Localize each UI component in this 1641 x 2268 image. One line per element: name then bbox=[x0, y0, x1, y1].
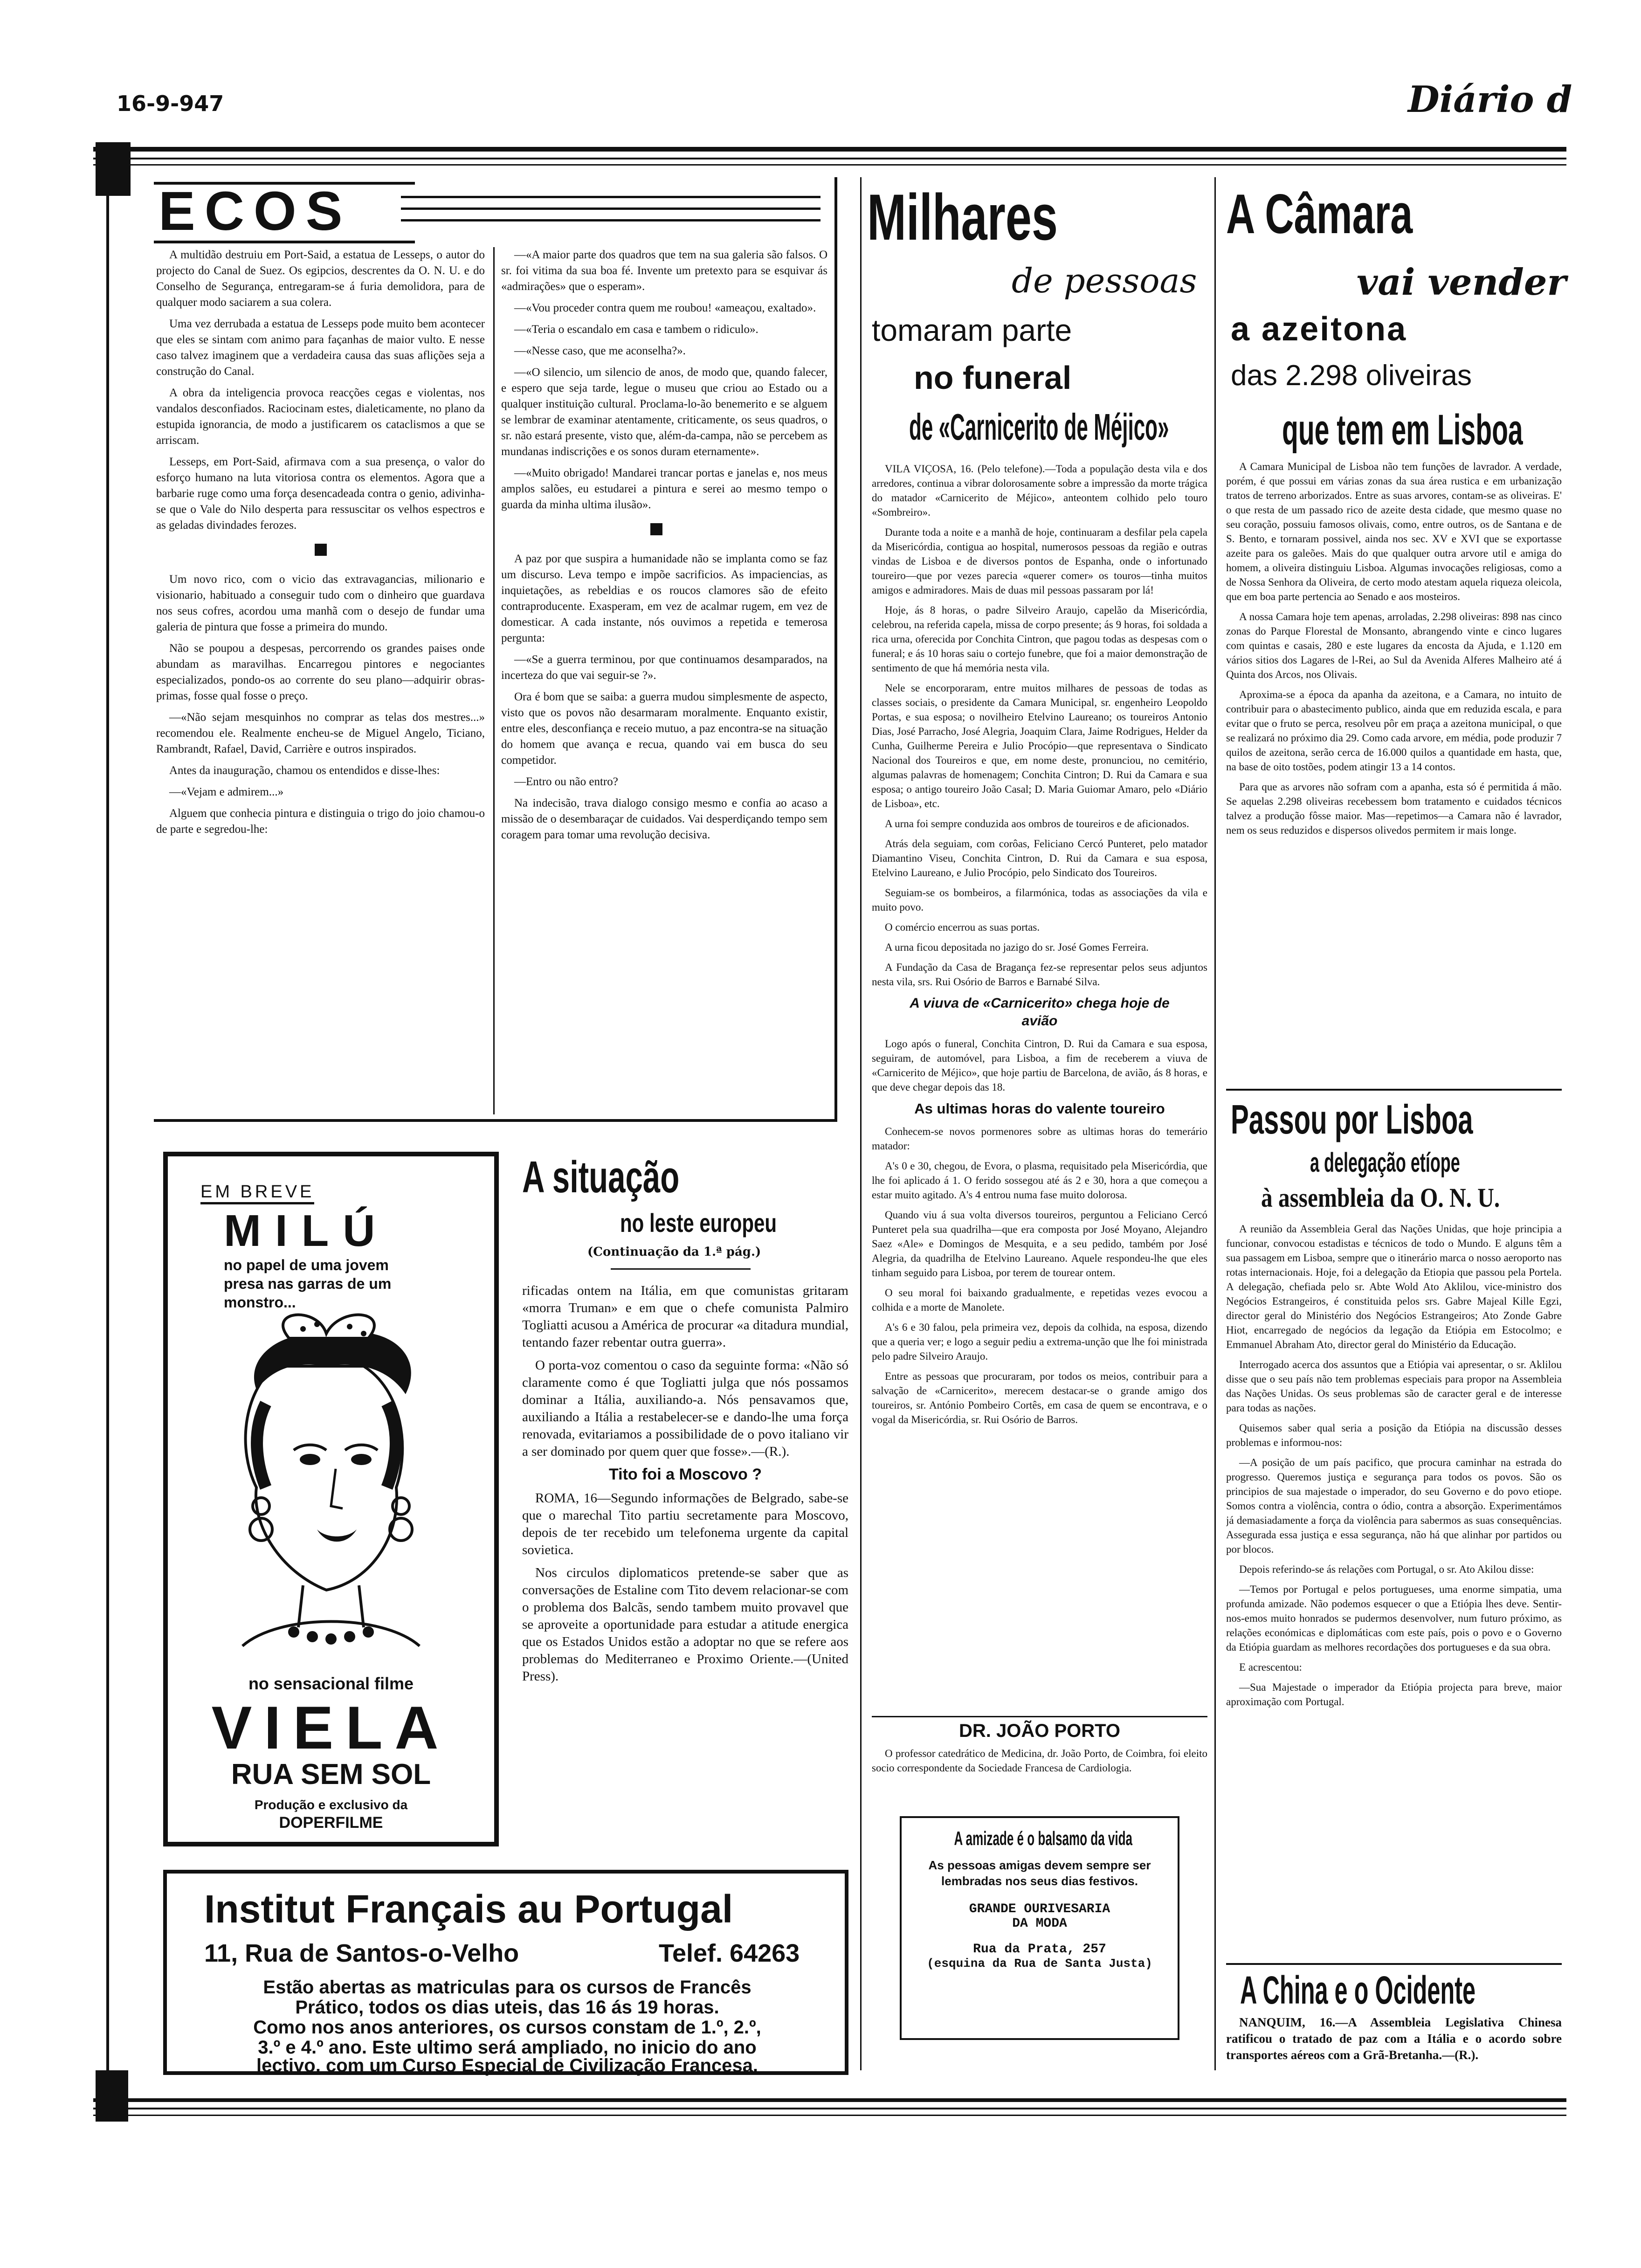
institut-line-5: lectivo, com um Curso Especial de Civilização Francesa. bbox=[256, 2055, 758, 2076]
situacao-headline: A situação bbox=[522, 1152, 680, 1202]
ecos-par: Alguem que conhecia pintura e distinguia o trigo do joio chamou-o de parte e segredou-lhe: bbox=[156, 807, 485, 836]
onu-par: A reunião da Assembleia Geral das Nações Unidas, que hoje principia a funcionar, convocou estadistas e técnicos de todo o Mundo. E alguns têm a sua passagem em Lisboa, sempre que o itinerário marca o nosso aeroporto nas rotas internacionais. Hoje, foi a delegação da Etiopia que passou pela Portela. A delegação, chefiada pelo sr. Abte Wold Ato Aklilou, vice-ministro dos Negócios Estrangeiros, é constituida pelos srs. Gabre Majeal Kille Egzi, director geral do Ministério dos Negócios Estrangeiros; Ato Zonde Gabre Hiot, encarregado de negócios da legação da Etiópia em Estocolmo; e Emmanuel Abraham Ato, director geral do Ministério da Educação. bbox=[1226, 1223, 1562, 1350]
situacao-par: O porta-voz comentou o caso da seguinte forma: «Não só claramente como é que Togliatti julga que nós possamos dominar a Itália, auxiliando-a. Nós pensavamos que, auxiliando a Itália a restabelecer-se e dando-lhe uma força renovada, evitariamos a possibilidade de o povo italiano vir a ser dominado por quem quer que fosse».—(R.). bbox=[522, 1358, 848, 1459]
funeral-par: O comércio encerrou as suas portas. bbox=[885, 921, 1040, 933]
funeral-par: O seu moral foi baixando gradualmente, e repetidas vezes evocou a colhida e a morte de Manolete. bbox=[872, 1287, 1207, 1313]
ecos-par: —«Muito obrigado! Mandarei trancar portas e janelas e, nos meus amplos salões, eu estudarei a pintura e serei ao mesmo tempo o guarda da minha ultima ilusão». bbox=[501, 467, 827, 511]
top-rule-3 bbox=[93, 164, 1566, 166]
funeral-subhead-2: As ultimas horas do valente toureiro bbox=[914, 1100, 1165, 1117]
camara-par: A nossa Camara hoje tem apenas, arroladas, 2.298 oliveiras: 898 nas cinco zonas do Parque Florestal de Monsanto, abrangendo vinte e cinco lugares com quintas e casais, 280 e este lugares da encosta da Ajuda, e 1.120 em vários sitios dos Lagares de l-Rei, ao Sul da Avenida Alferes Malheiro até á Quinta dos Arcos, nos Olivais. bbox=[1226, 611, 1562, 680]
funeral-headline-4: no funeral bbox=[914, 360, 1072, 396]
ecos-title: ECOS bbox=[159, 180, 352, 242]
funeral-par: Hoje, ás 8 horas, o padre Silveiro Araujo, capelão da Misericórdia, celebrou, na referida capela, missa de corpo presente; ás 9 horas, foi soldada a rica urna, oferecida por Conchita Cintron, que pagou todas as despesas com o funeral; e ás 10 horas saiu o cortejo funebre, que foi a maior demonstração de sentimento de que há memória nesta vila. bbox=[872, 604, 1207, 674]
china-headline: A China e o Ocidente bbox=[1240, 1968, 1476, 2012]
onu-par: Interrogado acerca dos assuntos que a Etiópia vai apresentar, o sr. Aklilou disse que o seu país não tem problemas especiais para propor na Assembleia das Nações Unidas. Os seus problemas são de caracter geral e de interesse para todas as nações. bbox=[1226, 1359, 1562, 1414]
funeral-par: Quando viu á sua volta diversos toureiros, perguntou a Feliciano Cercó Punteret pela sua quadrilha—que era composta por José Moyano, Alejandro Saez «Ale» e Domingos de Mesquita, e a seu pedido, também por José Alegria, da quadrilha de Etelvino Laureano. Aquele respondeu-lhe que eles tinham seguido para Lisboa, por terem de tourear ontem. bbox=[872, 1209, 1207, 1279]
institut-line-3: Como nos anos anteriores, os cursos constam de 1.º, 2.º, bbox=[253, 2017, 761, 2038]
top-rule-2 bbox=[93, 158, 1566, 159]
amizade-shop-1: GRANDE OURIVESARIA bbox=[969, 1902, 1110, 1916]
camara-headline-1: A Câmara bbox=[1226, 183, 1413, 245]
situacao-par: ROMA, 16—Segundo informações de Belgrado, sabe-se que o marechal Tito partiu secretamente para Moscovo, depois de ter recebido um telefonema urgente da capital sovietica. bbox=[522, 1491, 848, 1557]
ecos-title-line-2 bbox=[401, 207, 820, 210]
onu-par: Quisemos saber qual seria a posição da Etiópia na discussão desses problemas e informou-nos: bbox=[1226, 1422, 1562, 1448]
camara-headline-5: que tem em Lisboa bbox=[1282, 406, 1523, 454]
column-separator bbox=[1214, 177, 1216, 2070]
funeral-par: Conhecem-se novos pormenores sobre as ultimas horas do temerário matador: bbox=[872, 1126, 1207, 1152]
funeral-headline-1: Milhares bbox=[867, 180, 1058, 254]
ecos-par: A obra da inteligencia provoca reacções cegas e violentas, nos vandalos desconfiados. Raciocinam estes, dialeticamente, no plano da estupida ignorancia, de modo a justificarem os cataclismos a que se arriscam. bbox=[156, 387, 485, 447]
ecos-col-2 bbox=[501, 247, 827, 1114]
ecos-par: Um novo rico, com o vicio das extravagancias, milionario e visionario, habituado a conseguir tudo com o dinheiro que guardava nos seus cofres, acordou uma manhã com o desejo de fundar uma galeria de pintura que fosse a primeira do mundo. bbox=[156, 573, 485, 633]
ecos-frame-bottom bbox=[154, 1119, 837, 1122]
funeral-par: A urna ficou depositada no jazigo do sr. José Gomes Ferreira. bbox=[885, 941, 1149, 953]
milu-sensacional: no sensacional filme bbox=[248, 1674, 414, 1693]
situacao-par: Nos circulos diplomaticos pretende-se saber que as conversações de Estaline com Tito devem relacionar-se com o problema dos Balcãs, sendo tambem muito provavel que se aproveite a oportunidade para estudar a atitude energica que os Estados Unidos estão a adoptar no que se refere aos problemas do Mediterraneo e Proximo Oriente.—(United Press). bbox=[522, 1565, 848, 1684]
ecos-par: —«Não sejam mesquinhos no comprar as telas dos mestres...» recomendou ele. Realmente encheu-se de Miguel Angelo, Ticiano, Rambrandt, Rafael, David, Carrière e outros inspirados. bbox=[156, 711, 485, 755]
funeral-par: Nele se encorporaram, entre muitos milhares de pessoas de todas as classes sociais, o presidente da Camara Municipal, sr. engenheiro Leopoldo Portas, e sua esposa; o novilheiro Etelvino Laureano; os toureiros Antonio Dias, José Parracho, José Alegria, Joaquim Clara, Jaime Rodrigues, Helder da Cunha, Guilherme Pereira e Julio Procópio—que representava o Sindicato Nacional dos Toureiros e que, em nome deste, pronunciou, no cemitério, algumas palavras de homenagem; Conchita Cintron; D. Rui da Camara e sua esposa; o antigo toureiro João Casal; D. Maria Guiomar Amaro, pelo «Diário de Lisboa», etc. bbox=[872, 682, 1207, 809]
actress-portrait bbox=[186, 1310, 476, 1655]
institut-phone: Telef. 64263 bbox=[659, 1939, 800, 1967]
top-rule-1 bbox=[93, 147, 1566, 152]
onu-headline-3: à assembleia da O. N. U. bbox=[1261, 1182, 1500, 1213]
ecos-par: Antes da inauguração, chamou os entendidos e disse-lhes: bbox=[169, 764, 440, 777]
page-date: 16-9-947 bbox=[117, 91, 224, 116]
institut-line-2: Prático, todos os dias uteis, das 16 ás 19 horas. bbox=[295, 1997, 719, 2018]
milu-em-breve: EM BREVE bbox=[200, 1182, 314, 1204]
institut-line-1: Estão abertas as matriculas para os cursos de Francês bbox=[263, 1977, 752, 1998]
ecos-par: Não se poupou a despesas, percorrendo os grandes paises onde abundam as maravilhas. Encarregou pintores e negociantes especializados, pondo-os ao corrente do seu plano—adquirir obras-primas, fosse qual fosse o preço. bbox=[156, 642, 485, 702]
onu-par: —Sua Majestade o imperador da Etiópia projecta para breve, maior aproximação com Portugal. bbox=[1226, 1681, 1562, 1708]
camara-par: Aproxima-se a época da apanha da azeitona, e a Camara, no intuito de contribuir para o abastecimento publico, ainda que em reduzida escala, e para evitar que o fruto se perca, resolveu pôr em praça a azeitona municipal, o que se realizará no próximo dia 29. Como cada arvore, em média, pode produzir 7 quilos de azeitona, serão cerca de 16.000 quilos a quantidade em hasta, que, na base de oito tostões, podem atingir 13 a 14 contos. bbox=[1226, 689, 1562, 773]
china-col bbox=[1226, 2014, 1562, 2084]
ecos-col-1 bbox=[156, 247, 485, 1114]
milu-name: MILÚ bbox=[224, 1206, 389, 1256]
bottom-rule-3 bbox=[93, 2115, 1566, 2116]
ecos-par: Uma vez derrubada a estatua de Lesseps pode muito bem acontecer que eles se sintam com animo para façanhas de maior vulto. E nesse caso talvez imaginem que a verdadeira causa das suas aflições seja a construção do Canal. bbox=[156, 318, 485, 378]
funeral-headline-2: de pessoas bbox=[1012, 261, 1197, 300]
masthead-title: Diário d bbox=[1408, 78, 1572, 121]
joao-porto-title: DR. JOÃO PORTO bbox=[959, 1721, 1120, 1741]
camara-col bbox=[1226, 459, 1562, 1084]
amizade-addr-2: (esquina da Rua de Santa Justa) bbox=[927, 1957, 1152, 1971]
institut-address: 11, Rua de Santos-o-Velho bbox=[204, 1939, 519, 1967]
funeral-par: VILA VIÇOSA, 16. (Pelo telefone).—Toda a população desta vila e dos arredores, continua a vibrar dolorosamente sobre a impressão da morte trágica do matador «Carnicerito de Méjico», anteontem colhido pelo touro «Sombreiro». bbox=[872, 463, 1207, 518]
situacao-subhead: Tito foi a Moscovo ? bbox=[608, 1466, 762, 1483]
onu-par: E acrescentou: bbox=[1239, 1661, 1302, 1673]
ecos-par: A multidão destruiu em Port-Said, a estatua de Lesseps, o autor do projecto do Canal de Suez. Os egipcios, descrentes da O. N. U. e do Conselho de Segurança, entregaram-se á furia demolidora, para de qualquer modo saciarem a sua colera. bbox=[156, 249, 485, 309]
camara-headline-3: a azeitona bbox=[1231, 311, 1407, 348]
institut-line-4: 3.º e 4.º ano. Este ultimo será ampliado, no inicio do ano bbox=[258, 2037, 757, 2058]
ecos-par: —Entro ou não entro? bbox=[514, 775, 618, 788]
china-top-rule bbox=[1226, 1963, 1562, 1965]
milu-doperfilme: DOPERFILME bbox=[279, 1814, 383, 1832]
funeral-par: Durante toda a noite e a manhã de hoje, continuaram a desfilar pela capela da Misericórdia, contigua ao hospital, numerosos pessoas da região e outras vindas de Lisboa e de diversos pontos de Espanha, onde o infortunado toureiro—que por vezes parecia «querer comer» os touros—tinha muitos amigos e admiradores. Mais de duas mil pessoas passaram por lá! bbox=[872, 526, 1207, 596]
onu-par: —A posição de um país pacifico, que procura caminhar na estrada do progresso. Queremos justiça e segurança para todos os povos. São os principios de sua majestade o imperador, do seu Governo e do povo etiope. Somos contra a violência, contra o ódio, contra a absorção. Experimentámos já demasiadamente a força da violência para sabermos as suas consequências. Assegurada essa justiça e essa segurança, não há que alinhar por partidos ou por blocos. bbox=[1226, 1457, 1562, 1555]
funeral-par: A's 0 e 30, chegou, de Evora, o plasma, requisitado pela Misericórdia, que lhe foi aplicado á 1. O ferido sossegou até ás 2 e 30, hora a que começou a estar muito agitado. A's 4 entrou numa fase muito dolorosa. bbox=[872, 1160, 1207, 1201]
milu-ad bbox=[163, 1152, 499, 1846]
ecos-par: Ora é bom que se saiba: a guerra mudou simplesmente de aspecto, visto que os povos não desarmaram moralmente. Enquanto existir, entre eles, desconfiança e receio mutuo, a paz encontra-se na situação do homem que avança e recua, quando vai em busca do seu competidor. bbox=[501, 691, 827, 767]
institut-title: Institut Français au Portugal bbox=[204, 1887, 733, 1931]
bottom-corner-block bbox=[96, 2070, 128, 2122]
camara-par: Para que as arvores não sofram com a apanha, esta só é permitida á mão. Se aquelas 2.298 oliveiras recebessem bom tratamento e cuidados técnicos talvez a produção fôsse maior. Mas—repetimos—a Camara não é lavrador, nem os seus reduzidos e dispersos olivedos permitem ir mais longe. bbox=[1226, 781, 1562, 836]
situacao-par: rificadas ontem na Itália, em que comunistas gritaram «morra Truman» e em que o chefe comunista Palmiro Togliatti acusou a América de procurar «a ditadura mundial, tentando fazer rebentar outra guerra». bbox=[522, 1283, 848, 1350]
joao-porto-rule bbox=[872, 1716, 1207, 1717]
funeral-par: A Fundação da Casa de Bragança fez-se representar pelos seus adjuntos nesta vila, srs. Rui Osório de Barros e Barnabé Silva. bbox=[872, 961, 1207, 988]
institut-ad bbox=[163, 1870, 848, 2075]
camara-headline-4: das 2.298 oliveiras bbox=[1231, 360, 1472, 392]
amizade-title: A amizade é o balsamo da vida bbox=[954, 1827, 1133, 1849]
left-border bbox=[106, 154, 109, 2103]
situacao-col bbox=[522, 1282, 848, 1851]
funeral-par: Atrás dela seguiam, com corôas, Feliciano Cercó Punteret, pelo matador Diamantino Viseu, Conchita Cintron, D. Rui da Camara e sua esposa, Etelvino Laureano, e Julio Procópio, pelo Sindicato dos Toureiros. bbox=[872, 838, 1207, 878]
onu-col bbox=[1226, 1222, 1562, 1958]
funeral-par: A's 6 e 30 falou, pela primeira vez, depois da colhida, na esposa, dizendo que a queria ver; e logo a seguir pediu a extrema-unção que lhe foi ministrada pelo padre Silveiro Araujo. bbox=[872, 1321, 1207, 1362]
column-separator bbox=[860, 177, 862, 2070]
ecos-par: Na indecisão, trava dialogo consigo mesmo e confia ao acaso a missão de o desembaraçar de cuidados. Vai desperdiçando tempo sem coragem para tomar uma revolução decisiva. bbox=[501, 797, 827, 841]
bottom-rule-2 bbox=[93, 2108, 1566, 2109]
camara-par: A Camara Municipal de Lisboa não tem funções de lavrador. A verdade, porém, é que possui em várias zonas da sua área rustica e em urbanização tratos de terreno arborizados. Entre as suas arvores, contam-se as oliveiras. E' o que resta de um passado rico de azeite desta cidade, que mesmo quase no seu coração, possuiu famosos olivais, como, entre outros, os de Santana e de S. Bento, e tornaram possivel, ainda nos sec. XV e XVI que se exportasse azeite para os galeões. Mais do que qualquer outra arvore util e amiga do homem, a oliveira distinguiu Lisboa. Algumas invocações religiosas, como a de Nossa Senhora da Oliveira, de certo modo atestam aquela riqueza oleicola, que em boa parte pertencia ao Senado e aos mosteiros. bbox=[1226, 461, 1562, 602]
section-mark bbox=[315, 544, 327, 556]
ecos-par: —«A maior parte dos quadros que tem na sua galeria são falsos. O sr. foi vitima da sua boa fé. Invente um pretexto para se esquivar ás «admirações» que o esperam». bbox=[501, 249, 827, 293]
funeral-par: Logo após o funeral, Conchita Cintron, D. Rui da Camara e sua esposa, seguiram, de automóvel, para Lisboa, a fim de receberem a viuva de «Carnicerito de Méjico», que hoje partiu de Barcelona, de avião, ás 8 horas, e que deve chegar depois das 18. bbox=[872, 1038, 1207, 1093]
camara-bottom-rule bbox=[1226, 1089, 1562, 1091]
ecos-par: A paz por que suspira a humanidade não se implanta como se faz um discurso. Leva tempo e impõe sacrificios. As impaciencias, as inquietações, as rebeldias e os roucos clamores são de efeito contraproducente. Exasperam, em vez de acalmar rugem, em vez de domesticar. A cada instante, nós ouvimos a repetida e temerosa pergunta: bbox=[501, 553, 827, 644]
milu-tag-1: no papel de uma jovem bbox=[224, 1257, 389, 1273]
ecos-par: —«O silencio, um silencio de anos, de modo que, quando falecer, e espero que seja tarde, legue o museu que criou ao Estado ou a qualquer instituição cultural. Proclama-lo-ão benemerito e se alguem se lembrar de examinar atentamente, criticamente, os seus quadros, o sr. não estará presente, visto que, além-da-campa, não se percebem as mundanas indiscrições e os sonos duram eternamente». bbox=[501, 366, 827, 458]
camara-headline-2: vai vender bbox=[1357, 261, 1566, 304]
milu-tag-2: presa nas garras de um bbox=[224, 1275, 392, 1292]
joao-porto-par: O professor catedrático de Medicina, dr. João Porto, de Coimbra, foi eleito socio correspondente da Sociedade Francesa de Cardiologia. bbox=[872, 1748, 1207, 1774]
funeral-col bbox=[872, 462, 1207, 1711]
amizade-ad bbox=[900, 1816, 1179, 2040]
funeral-subhead-1: A viuva de «Carnicerito» chega hoje de avião bbox=[910, 996, 1170, 1029]
bottom-rule-1 bbox=[93, 2098, 1566, 2102]
ecos-col-divider bbox=[493, 247, 495, 1114]
onu-par: Depois referindo-se ás relações com Portugal, o sr. Ato Akilou disse: bbox=[1239, 1563, 1534, 1575]
ecos-par: —«Vejam e admirem...» bbox=[169, 786, 284, 798]
ecos-par: Lesseps, em Port-Said, afirmava com a sua presença, o valor do esforço humano na luta vitoriosa contra os elementos. Agora que a barbarie ruge como uma força desencadeada contra o genio, adivinha-se que o Vale do Nilo desperta para ressuscitar os velhos espectros e as geladas divindades ferozes. bbox=[156, 456, 485, 532]
funeral-par: Entre as pessoas que procuraram, por todos os meios, contribuir para a salvação de «Carnicerito», merecem destacar-se o grande amigo dos toureiros, sr. António Pombeiro Cortês, em casa de quem se encontrava, e o vogal da Misericórdia, sr. Rui Osório de Barros. bbox=[872, 1370, 1207, 1425]
joao-porto-body bbox=[872, 1746, 1207, 1802]
china-par: NANQUIM, 16.—A Assembleia Legislativa Chinesa ratificou o tratado de paz com a Itália e o acordo sobre transportes aéreos com a Grã-Bretanha.—(R.). bbox=[1226, 2015, 1562, 2062]
onu-par: —Temos por Portugal e pelos portugueses, uma enorme simpatia, uma profunda amizade. Não podemos esquecer o que a Etiópia lhes deve. Sentir-nos-emos muito honrados se pudermos desenvolver, num futuro próximo, as relações económicas e diplomáticas com este país, pois o povo e o Governo da Etiópia guardam as melhores recordações dos portugueses e da sua obra. bbox=[1226, 1583, 1562, 1653]
milu-film-subtitle: RUA SEM SOL bbox=[231, 1758, 431, 1791]
situacao-rule bbox=[611, 1268, 751, 1270]
ecos-frame-right bbox=[834, 177, 837, 1119]
ecos-par: —«Se a guerra terminou, por que continuamos desamparados, na incerteza do que vai seguir-se ?». bbox=[501, 653, 827, 682]
amizade-line: As pessoas amigas devem sempre ser lembradas nos seus dias festivos. bbox=[928, 1858, 1151, 1888]
onu-headline-1: Passou por Lisboa bbox=[1231, 1096, 1473, 1142]
funeral-headline-5: de «Carnicerito de Méjico» bbox=[909, 406, 1169, 448]
corner-block bbox=[96, 142, 131, 196]
funeral-headline-3: tomaram parte bbox=[872, 313, 1072, 347]
situacao-continuation: (Continuação da 1.ª pág.) bbox=[587, 1245, 761, 1259]
ecos-par: —«Teria o escandalo em casa e tambem o ridiculo». bbox=[514, 323, 758, 336]
amizade-addr-1: Rua da Prata, 257 bbox=[973, 1942, 1106, 1957]
milu-tag-3: monstro... bbox=[224, 1294, 296, 1311]
situacao-subheadline: no leste europeu bbox=[620, 1208, 777, 1238]
funeral-par: A urna foi sempre conduzida aos ombros de toureiros e de aficionados. bbox=[885, 818, 1189, 830]
ecos-par: —«Nesse caso, que me aconselha?». bbox=[514, 345, 686, 357]
amizade-shop-2: DA MODA bbox=[1012, 1916, 1067, 1931]
ecos-title-line-1 bbox=[401, 196, 820, 198]
milu-production: Produção e exclusivo da bbox=[254, 1798, 408, 1812]
ecos-par: —«Vou proceder contra quem me roubou! «ameaçou, exaltado». bbox=[514, 302, 816, 314]
section-mark bbox=[650, 523, 662, 535]
ecos-title-line-3 bbox=[401, 219, 820, 221]
milu-film-title: VIELA bbox=[211, 1694, 451, 1762]
funeral-par: Seguiam-se os bombeiros, a filarmónica, todas as associações da vila e muito povo. bbox=[872, 887, 1207, 913]
onu-headline-2: a delegação etíope bbox=[1310, 1148, 1460, 1178]
